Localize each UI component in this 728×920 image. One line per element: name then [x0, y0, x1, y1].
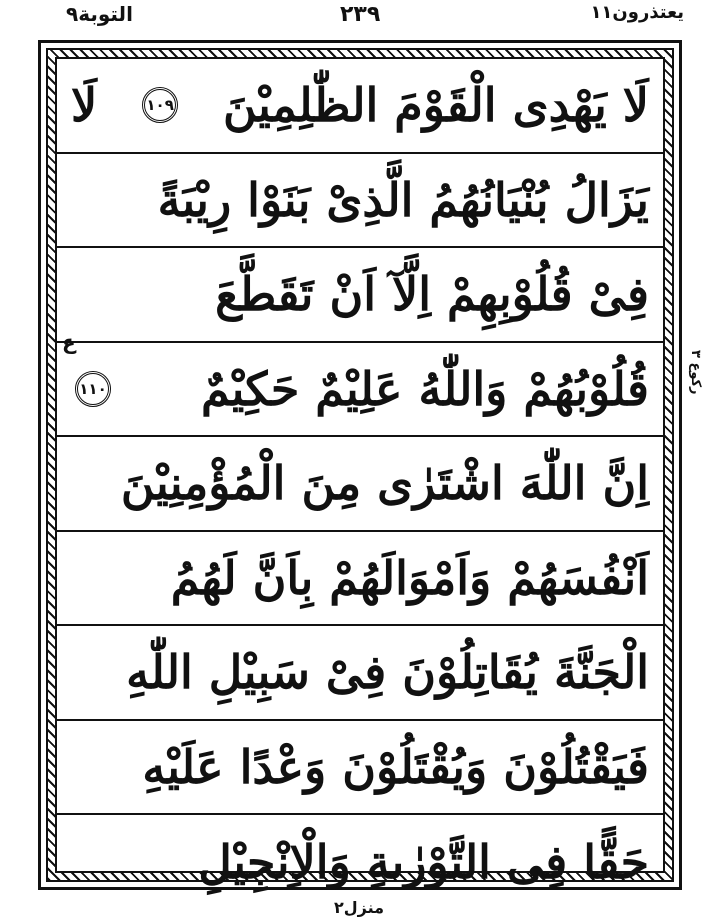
verse-text: لَا يَهْدِى الْقَوْمَ الظّٰلِمِيْنَ — [223, 78, 649, 133]
verse-tail-text: لَا — [71, 78, 98, 133]
verse-text: اِنَّ اللّٰهَ اشْتَرٰى مِنَ الْمُؤْمِنِيْنَ — [120, 456, 649, 511]
quran-line — [57, 343, 663, 438]
ruku-marker: ع — [62, 330, 76, 354]
quran-lines — [57, 59, 663, 890]
quran-line — [57, 815, 663, 910]
manzil-footer: منزل٢ — [334, 898, 385, 917]
verse-text: حَقًّا فِى التَّوْرٰىةِ وَالْاِنْجِيْلِ — [198, 835, 649, 890]
quran-line — [57, 532, 663, 627]
page-number: ٢٣٩ — [340, 2, 381, 27]
quran-line — [57, 154, 663, 249]
verse-text: اَنْفُسَهُمْ وَاَمْوَالَهُمْ بِاَنَّ لَهُمُ — [170, 550, 649, 605]
verse-text: فِىْ قُلُوْبِهِمْ اِلَّآ اَنْ تَقَطَّعَ — [215, 267, 649, 322]
quran-line — [57, 626, 663, 721]
ayah-number-marker: ١٠٩ — [142, 87, 178, 123]
quran-line — [57, 59, 663, 154]
surah-name-header: التوبة٩ — [66, 2, 133, 26]
verse-text: فَيَقْتُلُوْنَ وَيُقْتَلُوْنَ وَعْدًا عَلَيْهِ — [142, 739, 649, 794]
quran-line — [57, 437, 663, 532]
ayah-number-marker: ١١٠ — [75, 371, 111, 407]
quran-line — [57, 248, 663, 343]
verse-text: الْجَنَّةَ يُقَاتِلُوْنَ فِىْ سَبِيْلِ اللّٰهِ — [126, 645, 649, 700]
page-border-frame — [38, 40, 682, 890]
text-area — [55, 57, 665, 890]
ruku-margin-note: ركوع ٣ — [688, 350, 703, 395]
juz-name-header: يعتذرون١١ — [590, 2, 684, 23]
verse-text: يَزَالُ بُنْيَانُهُمُ الَّذِىْ بَنَوْا رِيْبَةً — [157, 172, 649, 227]
quran-line — [57, 721, 663, 816]
verse-text: قُلُوْبُهُمْ وَاللّٰهُ عَلِيْمٌ حَكِيْمٌ — [200, 361, 649, 416]
